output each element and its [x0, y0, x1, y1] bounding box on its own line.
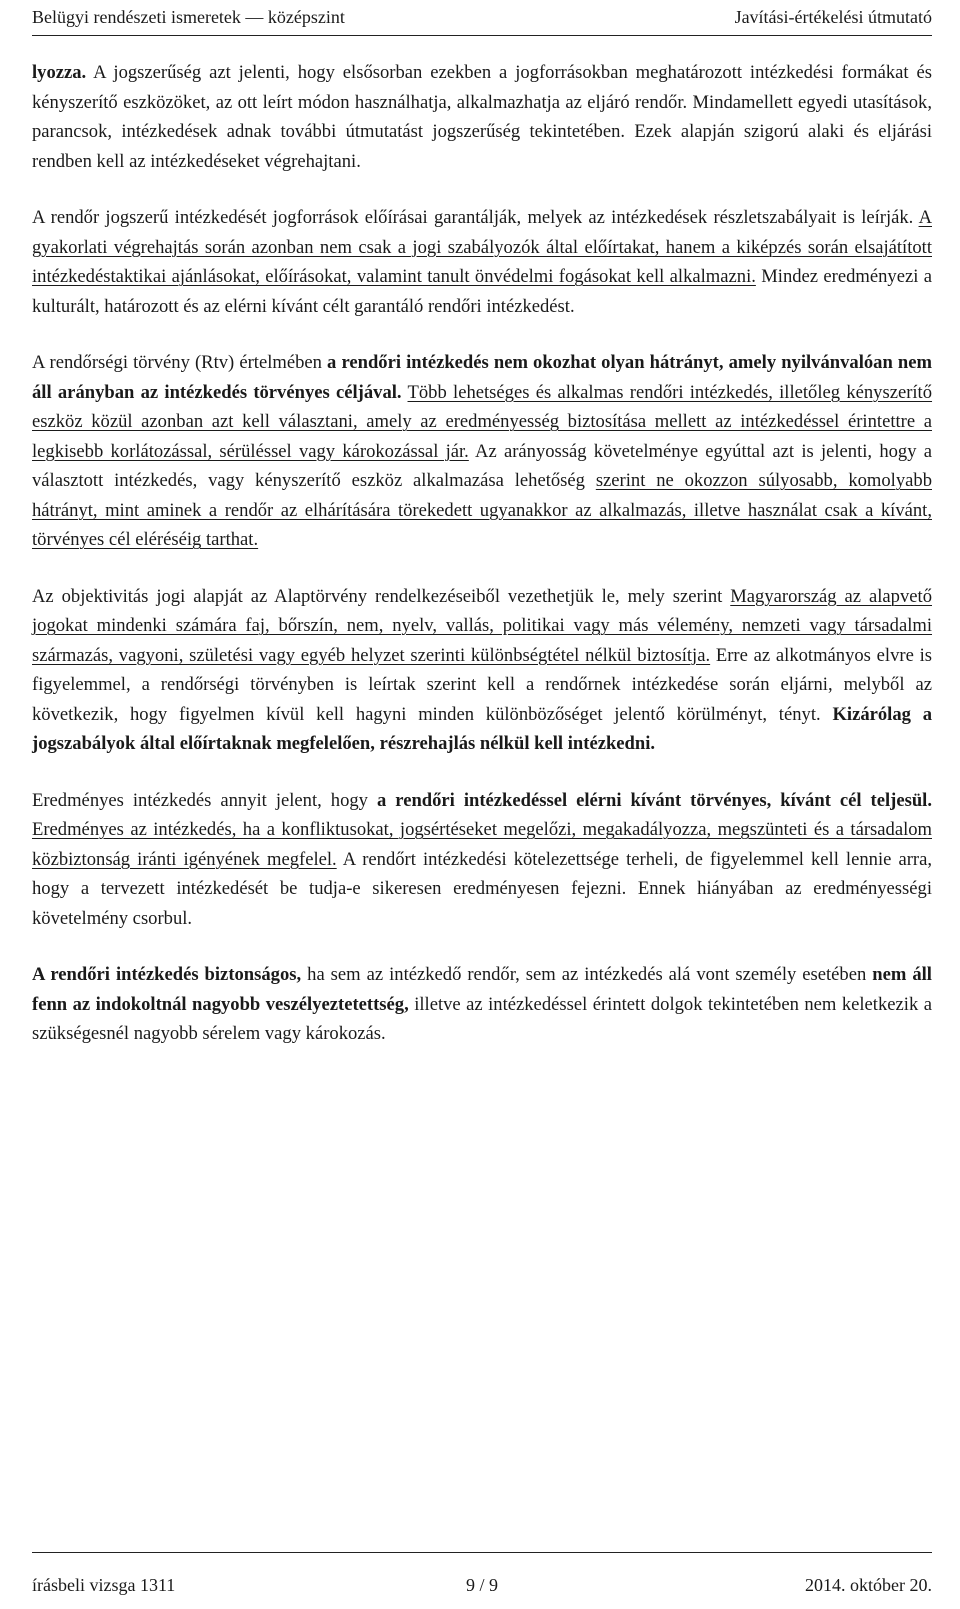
paragraph-aranyossag [32, 348, 932, 555]
underlined-text: Magyarország az alapvető jogokat mindenki számára faj, bőrszín, nem, nyelv, vallás, politikai vagy más vélemény, nemzeti vagy társadalmi származás, vagyoni, születési vagy egyéb helyzet szerinti különbségtétel nélkül biztosítja. [32, 585, 932, 666]
paragraph-jogszeru-intezkedes [32, 203, 932, 321]
bold-text: nem áll fenn az indokoltnál nagyobb veszélyeztetettség, [32, 964, 932, 1015]
header-subtitle: Javítási-értékelési útmutató [734, 7, 932, 27]
paragraph-biztonsag [32, 960, 932, 1049]
text-run: lyozza. [32, 62, 87, 83]
text-run: A rendőrt intézkedési kötelezettsége terheli, de figyelemmel kell lennie arra, hogy a tervezett intézkedését be tudja-e sikeresen eredményesen fejezni. Ennek hiányában az eredményességi követelmény csorbul. [32, 848, 932, 929]
text-run: ha sem az intézkedő rendőr, sem az intézkedés alá vont személy esetében [301, 964, 873, 985]
text-run: Mindez eredményezi a kulturált, határozott és az elérni kívánt célt garantáló rendőri intézkedést. [32, 266, 932, 317]
bold-text: a rendőri intézkedéssel elérni kívánt törvényes, kívánt cél teljesül. [376, 789, 932, 811]
text-run: A rendőr jogszerű intézkedését jogforrások előírásai garantálják, melyek az intézkedések részletszabályait is leírják. [32, 207, 919, 228]
bold-text: a rendőri intézkedés nem okozhat olyan hátrányt, amely nyilvánvalóan nem áll arányban az intézkedés törvényes céljával. [32, 352, 932, 403]
text-run: A rendőrségi törvény (Rtv) értelmében [32, 352, 328, 373]
page-number: 9 / 9 [465, 1575, 498, 1595]
bold-text: A rendőri intézkedés biztonságos, [32, 964, 302, 985]
exam-code: írásbeli vizsga 1311 [32, 1575, 176, 1595]
text-run: Az objektivitás jogi alapját az Alaptörvény rendelkezéseiből vezethetjük le, mely szerint [32, 585, 731, 607]
underlined-text: szerint ne okozzon súlyosabb, komolyabb hátrányt, mint aminek a rendőr az elhárítására törekedett ugyanakkor az alkalmazás, illetve használat csak a kívánt, törvényes cél eléréséig tarthat. [32, 470, 932, 550]
page-header [32, 2, 932, 36]
paragraph-eredmenyesseg [32, 786, 932, 934]
paragraph-jogszeruseg [32, 58, 932, 176]
paragraph-objektivitas [32, 582, 932, 759]
text-run: illetve az intézkedéssel érintett dolgok tekintetében nem keletkezik a szükségesnél nagyobb sérelem vagy károkozás. [32, 993, 932, 1044]
page-footer [32, 1552, 932, 1601]
header-title: Belügyi rendészeti ismeretek — középszint [32, 7, 345, 27]
text-run: Eredményes intézkedés annyit jelent, hogy [32, 789, 377, 811]
document-body [32, 58, 932, 1049]
text-run: A jogszerűség azt jelenti, hogy elsősorban ezekben a jogforrásokban meghatározott intézkedési formákat és kényszerítő eszközöket, az ott leírt módon használhatja, alkalmazhatja az eljáró rendőr. Mindamellett egyedi utasítások, parancsok, intézkedések adnak további útmutatást jogszerűség tekintetében. Ezek alapján szigorú alaki és eljárási rendben kell az intézkedéseket végrehajtani. [32, 62, 932, 172]
bold-text: Kizárólag a jogszabályok által előírtaknak megfelelően, részrehajlás nélkül kell intézkedni. [32, 703, 933, 754]
underlined-text: Eredményes az intézkedés, ha a konfliktusokat, jogsértéseket megelőzi, megakadályozza, megszünteti és a társadalom közbiztonság iránti igényének megfelel. [32, 819, 932, 870]
underlined-text: Több lehetséges és alkalmas rendőri intézkedés, illetőleg kényszerítő eszköz közül azonban azt kell választani, amely az eredményesség biztosítása mellett az intézkedéssel érintettre a legkisebb korlátozással, sérüléssel vagy károkozással jár. [32, 381, 933, 462]
exam-date: 2014. október 20. [805, 1575, 932, 1595]
text-run: Erre az alkotmányos elvre is figyelemmel, a rendőrségi törvényben is leírtak szerint kell a rendőrnek intézkedése során eljárni, melyből az következik, hogy figyelmen kívül kell hagyni minden különbözőséget jelentő körülményt, tényt. [32, 644, 932, 725]
underlined-text: A gyakorlati végrehajtás során azonban nem csak a jogi szabályozók által előírtakat, hanem a kiképzés során elsajátított intézkedéstaktikai ajánlásokat, előírásokat, valamint tanult önvédelmi fogásokat kell alkalmazni. [32, 207, 932, 287]
text-run: Az arányosság követelménye egyúttal azt is jelenti, hogy a választott intézkedés, vagy kényszerítő eszköz alkalmazása lehetőség [32, 440, 932, 491]
